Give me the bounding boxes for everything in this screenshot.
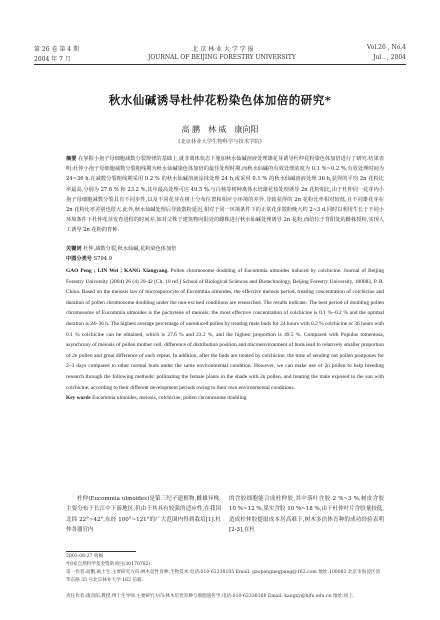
abstract-cn-label: 摘要 [66,156,77,162]
footnote-divider [66,551,136,552]
keywords-en-label: Key words [66,395,91,402]
article-authors: 高 鹏 林 威 康向阳 [181,125,259,134]
keywords-cn [66,244,384,254]
footnote-received: 2003-08-27 收稿 [66,554,104,559]
article-affiliation: (北京林业大学生物科学与技术学院) [178,139,262,145]
volume-issue-en: Vol.26 , No.4 [366,44,406,51]
classification-value: S794.9 [93,256,113,262]
journal-name-cn: 北 京 林 业 大 学 学 报 [192,46,254,53]
keywords-en-text: Eucommia ulmoides, meiosis, colchicine, pollen chromosome doubling [92,395,247,402]
date-cn: 2004 年 7 月 [34,56,71,63]
keywords-cn-text: 杜仲,减数分裂,秋水仙碱,花粉染色体加倍 [83,246,177,252]
footnote-first-author: 第一作者:高鹏,硕士生.主要研究方向:林木倍性育种.生物技术.电话:010-62338105 Email: gaopengnegpeng@163.com 地址:100083 北京市海淀区清华东路 35 号北京林业大学 162 信箱. [66,570,381,583]
abstract-cn [66,154,384,236]
article-title: 秋水仙碱诱导杜仲花粉染色体加倍的研究* [108,93,332,107]
abstract-en-citation: Pollen chromosome doubling of Eucommia ulmoides induced by colchicine. Journal of Beijing Forestry University (2004) 26 (4) 39-42 [Ch, 10 ref.] School of Biological Sciences and Biotechnology, Beijing Forestry University, 100083, P. R. China. [66,268,385,296]
classification-label: 中图分类号 [66,256,92,262]
journal-name-en: JOURNAL OF BEIJING FORESTRY UNIVERSITY [147,54,296,61]
date-en: Jul . , 2004 [372,54,406,61]
body-right-column: 的含胶细胞能合成杜仲胶,其中落叶含胶 2 %~3 %,树皮含胶 10 %~12 %,果实含胶 10 %~18 %,由于杜仲叶片含胶量较低,造成杜仲胶提取成本居高难下,树木多倍体育种的成功经验表明[2-3],在杜 [229,496,384,534]
keywords-cn-label: 关键词 [66,246,82,252]
volume-issue-cn: 第 26 卷 第 4 期 [34,46,79,53]
running-header-cn [34,44,406,53]
abstract-en-authors: GAO Peng ; LIN Wei ; KANG Xiangyang. [66,268,169,274]
abstract-cn-text: 在掌握小孢子母细胞减数分裂规律的基础上,就非离体状态下施加秋水仙碱溶液处理雄花芽诱导杜仲花粉染色体加倍进行了研究.结果表明:杜仲小孢子母细胞减数分裂粗线期为秋水仙碱染色体加倍的最佳处理时期,而秋水仙碱的有效处理浓度为 0.1 %~0.2 %,有效处理时间为 24~36 h.在减数分裂粗线期采用 0.2 % 的秋水仙碱溶液涂抹处理 24 h,或采用 0.1 % 的秋水仙碱溶液处理 36 h,获得的平均 2n 花粉比率最高,分别为 27.6 % 和 23.2 %,其中最高处理可达 49.5 %.与白杨等树种离体水培雄花枝处理诱导 2n 花粉相比,由于杜仲同一花芽内小孢子母细胞减数分裂具有不同步性,以及不同花芽在树上分布位置和相应小环境的差异,导致获得的 2n 花粉比率相对较低,且不同雄花芽在 2n 花粉比率差别也很大.此外,秋水仙碱处理后导致散粉延迟,相对于同一环境条件下的正常花芽散粉晚大约 2~3 d,同时以利用生长于不同小环境条件下杜仲花芽发育进程的时间差,如对父株于建筑物向阳处的雌株进行秋水仙碱处理诱导 2n 花粉,而给位于背阳处的雌株授粉,实现人工诱导 2n 花粉的育种. [66,156,384,234]
footnote-fund: *国家自然科学基金资助项目(30170782). [66,562,152,567]
body-left-column: 杜仲(Eucommia ulmoides)是第三纪孑遗植物,雌雄异株,主要分布于长江中下游地区,但由于其具有较强的适应性,在我国北纬 22°~42°,东经 100°~121°的广大范围内得到栽培[1].杜仲各器官内 [66,496,221,534]
abstract-en-body: Based on the meiosis law of microsporocyte of Eucommia ulmoides, the effective meiosis period, treating concentration of colchicine and duration of pollen chromosome doubling under the non-excised conditions are researched. The results indicate: The best period of doubling pollen chromosome of Eucommia ulmoides is the pachytene of meiosis; the most effective concentration of colchicine is 0.1 %~0.2 % and the optimal duration is 24~36 h. The highest average percentage of unreduced pollen by treating male buds for 24 hours with 0.2 % colchicine or 36 hours with 0.1 % colchicine can be obtained, which is 27.6 % and 23.2 %, and the highest proportion is 49.5 %. Compared with Populus tomentosa, asynchrony of meiosis of pollen mother cell, difference of distribution position and microenvironment of buds lead to relatively smaller proportion of 2n pollen and great difference of each repeat. In addition, after the buds are treated by colchicine, the time of sending out pollen postpones for 2~3 days compared to other normal buds under the same environmental condition. However, we can make use of 2n pollen to help breeding research through the following methods: pollinating the female plants in the shade with 2n pollen, and treating the male exposed to the sun with colchicine, according to their different development periods owing to their own environmental conditions. [66,289,384,391]
abstract-en [66,266,384,404]
running-header-en [34,54,406,63]
body-text [66,494,384,536]
classification-number [66,254,384,264]
header-divider [34,64,406,65]
footnote-corresponding: 责任作者:康向阳,教授,博士生导师.主要研究方向:林木倍性育种与细胞遗传学.电话:010-62336168 Email: kangxy@bjfu.edu.cn 地址:同上. [66,594,355,599]
